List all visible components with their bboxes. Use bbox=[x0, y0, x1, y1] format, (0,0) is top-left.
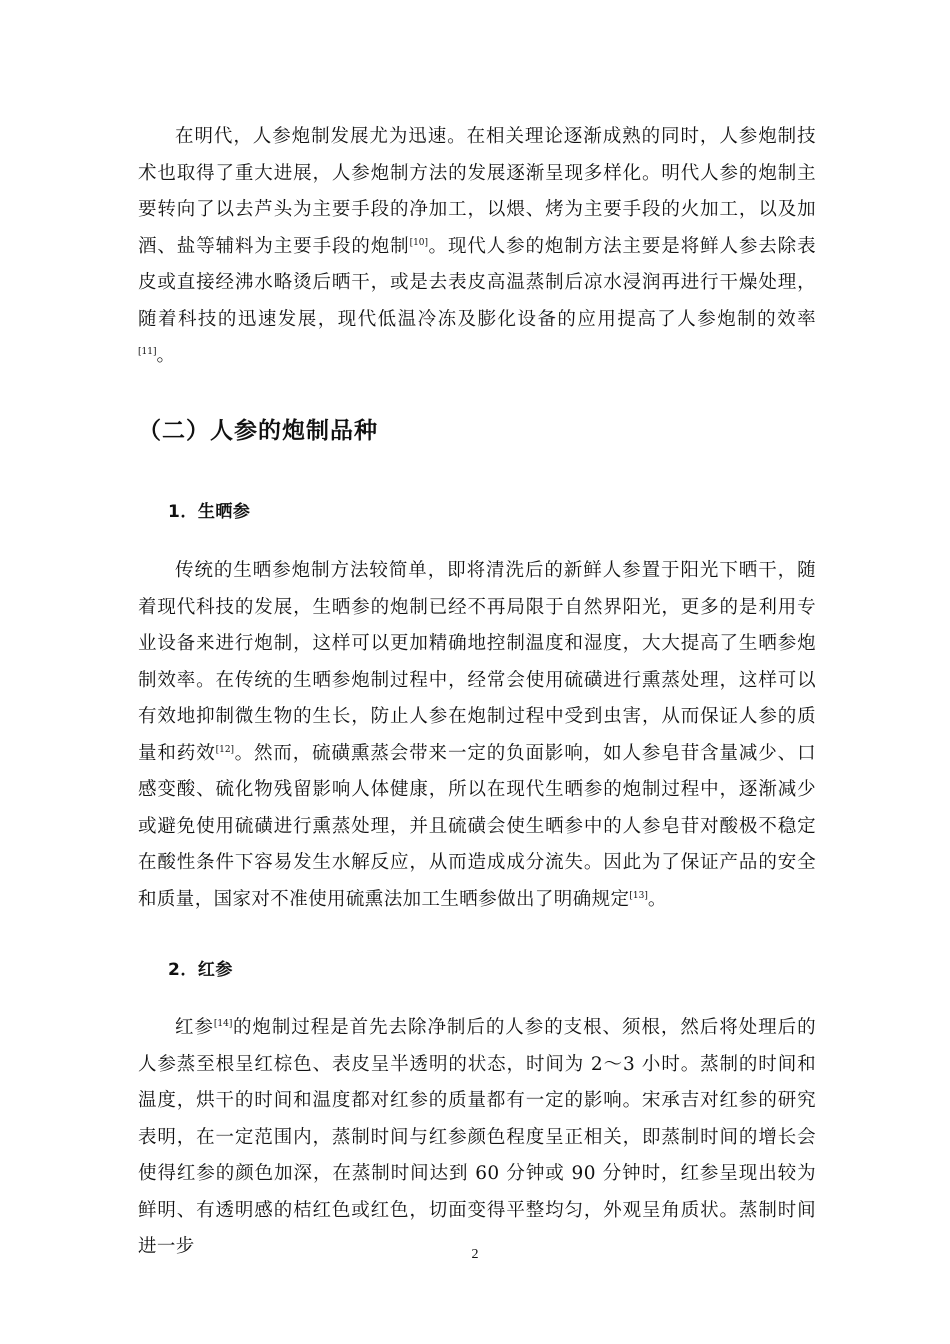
paragraph-text: 。 bbox=[156, 345, 176, 366]
paragraph-text: 红参 bbox=[175, 1017, 214, 1038]
paragraph-red-ginseng bbox=[138, 1010, 816, 1266]
paragraph-text: 。 bbox=[647, 888, 667, 910]
section-heading: （二）人参的炮制品种 bbox=[138, 418, 378, 444]
citation-ref: [14] bbox=[213, 1019, 233, 1029]
citation-ref: [10] bbox=[409, 237, 429, 248]
paragraph-text: 。然而，硫磺熏蒸会带来一定的负面影响，如人参皂苷含量减少、口感变酸、硫化物残留影响人体健康，所以在现代生晒参的炮制过程中，逐渐减少或避免使用硫磺进行熏蒸处理，并且硫磺会使生晒参中的人参皂苷对酸极不稳定在酸性条件下容易发生水解反应，从而造成成分流失。因此为了保证产品的安全和质量，国家对不准使用硫熏法加工生晒参做出了明确规定 bbox=[138, 742, 816, 910]
subheading-sun-dried-ginseng: 1．生晒参 bbox=[168, 502, 251, 522]
citation-ref: [13] bbox=[629, 890, 648, 901]
paragraph-text: 。现代人参的炮制方法主要是将鲜人参去除表皮或直接经沸水略烫后晒干，或是去表皮高温蒸制后凉水浸润再进行干燥处理，随着科技的迅速发展，现代低温冷冻及膨化设备的应用提高了人参炮制的效率 bbox=[138, 235, 816, 330]
citation-ref: [12] bbox=[215, 744, 235, 755]
paragraph-text: 的炮制过程是首先去除净制后的人参的支根、须根，然后将处理后的人参蒸至根呈红棕色、表皮呈半透明的状态，时间为 2～3 小时。蒸制的时间和温度，烘干的时间和温度都对红参的质量都有一定的影响。宋承吉对红参的研究表明，在一定范围内，蒸制时间与红参颜色程度呈正相关，即蒸制时间的增长会使得红参的颜色加深，在蒸制时间达到 60 分钟或 90 分钟时，红参呈现出较为鲜明、有透明感的桔红色或红色，切面变得平整均匀，外观呈角质状。蒸制时间进一步 bbox=[138, 1017, 816, 1257]
paragraph-ming-dynasty bbox=[138, 119, 816, 375]
paragraph-text: 在明代，人参炮制发展尤为迅速。在相关理论逐渐成熟的同时，人参炮制技术也取得了重大进展，人参炮制方法的发展逐渐呈现多样化。明代人参的炮制主要转向了以去芦头为主要手段的净加工，以煨、烤为主要手段的火加工，以及加酒、盐等辅料为主要手段的炮制 bbox=[138, 126, 816, 257]
page-number: 2 bbox=[471, 1247, 479, 1262]
paragraph-text: 传统的生晒参炮制方法较简单，即将清洗后的新鲜人参置于阳光下晒干，随着现代科技的发展，生晒参的炮制已经不再局限于自然界阳光，更多的是利用专业设备来进行炮制，这样可以更加精确地控制温度和湿度，大大提高了生晒参炮制效率。在传统的生晒参炮制过程中，经常会使用硫磺进行熏蒸处理，这样可以有效地抑制微生物的生长，防止人参在炮制过程中受到虫害，从而保证人参的质量和药效 bbox=[138, 560, 816, 764]
subheading-red-ginseng: 2．红参 bbox=[168, 960, 233, 980]
citation-ref: [11] bbox=[138, 347, 157, 357]
paragraph-sun-dried-ginseng bbox=[138, 553, 816, 918]
